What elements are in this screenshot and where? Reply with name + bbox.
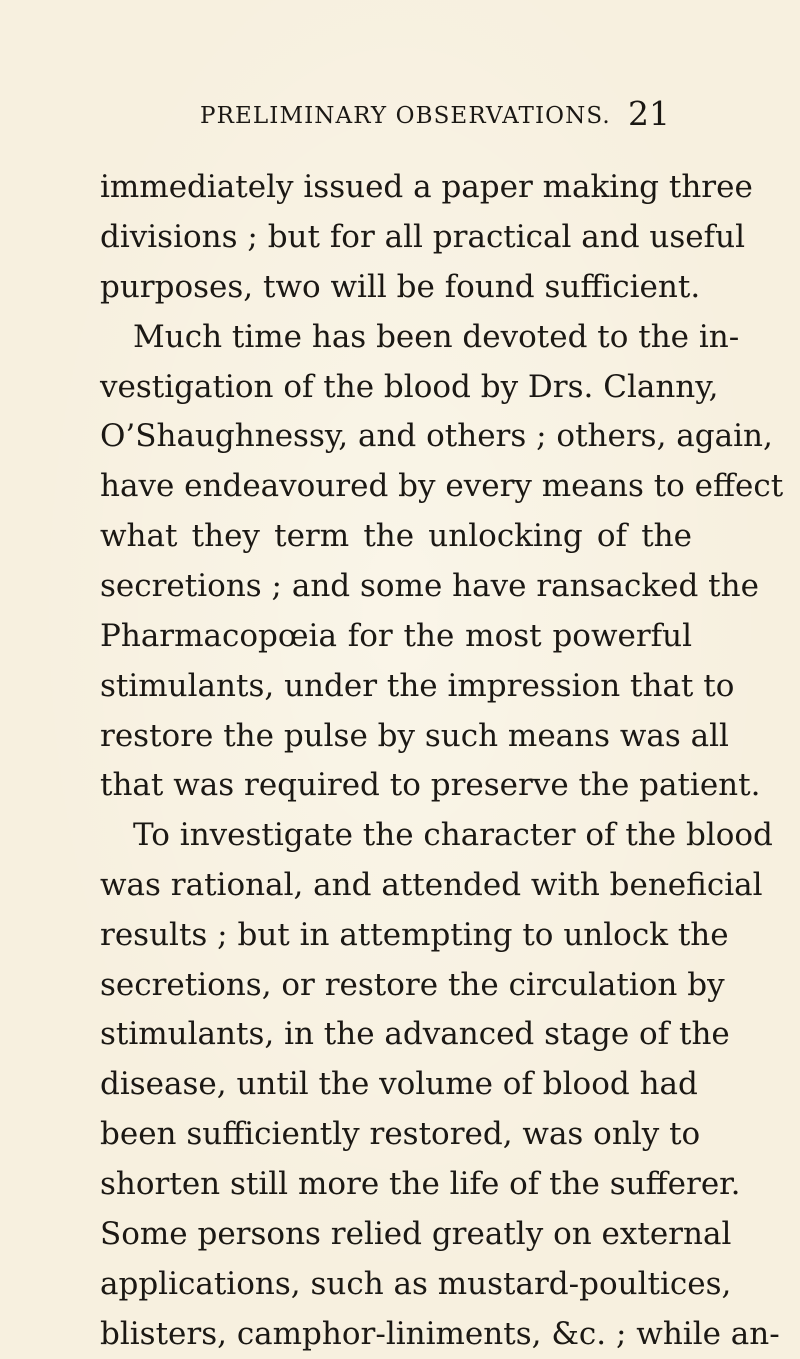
text-line: vestigation of the blood by Drs. Clanny, bbox=[100, 369, 719, 405]
text-line: Some persons relied greatly on external bbox=[100, 1216, 732, 1252]
text-line: Much time has been devoted to the in- bbox=[133, 319, 740, 355]
text-line: stimulants, under the impression that to bbox=[100, 668, 735, 704]
body-text bbox=[100, 162, 784, 1352]
text-line: restore the pulse by such means was all bbox=[100, 718, 729, 754]
text-line: that was required to preserve the patient. bbox=[100, 767, 761, 803]
text-line: stimulants, in the advanced stage of the bbox=[100, 1016, 730, 1052]
text-line: shorten still more the life of the sufferer. bbox=[100, 1166, 741, 1202]
text-line: secretions, or restore the circulation by bbox=[100, 967, 725, 1003]
text-line: what they term the unlocking of the bbox=[100, 518, 692, 554]
text-line: Pharmacopœia for the most powerful bbox=[100, 618, 692, 654]
text-line: To investigate the character of the blood bbox=[133, 817, 773, 853]
running-head-title: PRELIMINARY OBSERVATIONS. bbox=[200, 103, 611, 129]
text-line: purposes, two will be found sufficient. bbox=[100, 269, 701, 305]
text-line: have endeavoured by every means to effect bbox=[100, 468, 784, 504]
text-line: been sufficiently restored, was only to bbox=[100, 1116, 701, 1152]
text-line: disease, until the volume of blood had bbox=[100, 1066, 698, 1102]
text-line: secretions ; and some have ransacked the bbox=[100, 568, 759, 604]
page-number: 21 bbox=[628, 94, 670, 133]
text-line: applications, such as mustard-poultices, bbox=[100, 1266, 732, 1302]
text-line: immediately issued a paper making three bbox=[100, 169, 753, 205]
text-line: was rational, and attended with beneficial bbox=[100, 867, 763, 903]
running-head bbox=[200, 94, 670, 134]
text-line: blisters, camphor-liniments, &c. ; while an- bbox=[100, 1316, 780, 1352]
text-line: O’Shaughnessy, and others ; others, again, bbox=[100, 418, 773, 454]
text-line: results ; but in attempting to unlock the bbox=[100, 917, 729, 953]
text-line: divisions ; but for all practical and useful bbox=[100, 219, 746, 255]
